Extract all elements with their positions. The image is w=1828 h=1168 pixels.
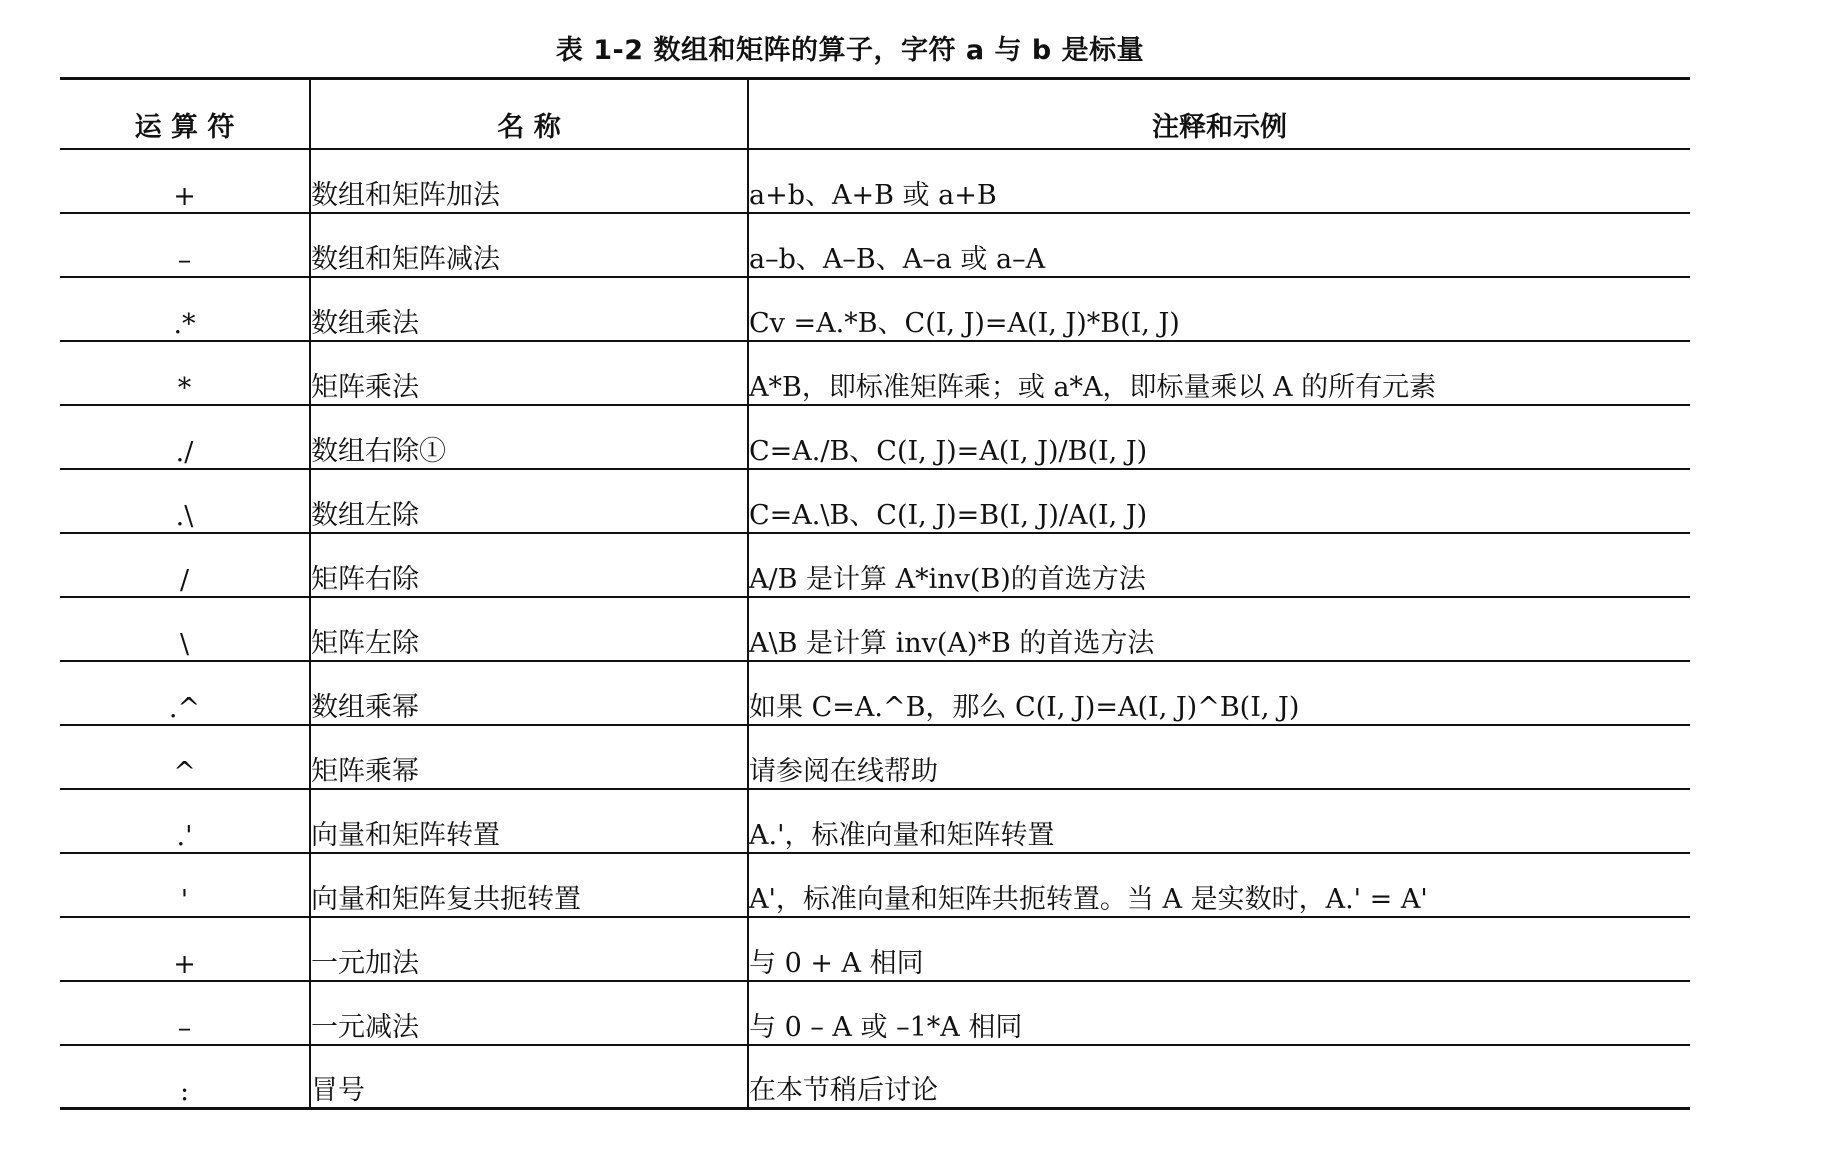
table-row [60,661,1690,725]
note-cell: Cv =A.*B、C(I, J)=A(I, J)*B(I, J) [748,277,1690,341]
table-row [60,853,1690,917]
name-cell: 矩阵左除 [310,597,748,661]
note-cell: A'，标准向量和矩阵共扼转置。当 A 是实数时，A.' = A' [748,853,1690,917]
operator-cell: + [60,917,310,981]
name-cell: 矩阵乘法 [310,341,748,405]
operator-cell: – [60,981,310,1045]
table-row [60,213,1690,277]
name-cell: 矩阵右除 [310,533,748,597]
operator-cell: .' [60,789,310,853]
table-row [60,725,1690,789]
operator-cell: * [60,341,310,405]
operator-cell: ' [60,853,310,917]
table-row [60,789,1690,853]
note-cell: A/B 是计算 A*inv(B)的首选方法 [748,533,1690,597]
name-cell: 数组左除 [310,469,748,533]
note-cell: A*B，即标准矩阵乘；或 a*A，即标量乘以 A 的所有元素 [748,341,1690,405]
note-cell: 在本节稍后讨论 [748,1045,1690,1109]
table-row [60,405,1690,469]
table-row [60,597,1690,661]
operator-cell: \ [60,597,310,661]
table-row [60,533,1690,597]
name-cell: 一元减法 [310,981,748,1045]
note-cell: 请参阅在线帮助 [748,725,1690,789]
operator-cell: ./ [60,405,310,469]
name-cell: 数组右除① [310,405,748,469]
table-caption: 表 1-2 数组和矩阵的算子，字符 a 与 b 是标量 [555,35,1145,66]
table-row [60,341,1690,405]
operator-cell: .^ [60,661,310,725]
operator-cell: ^ [60,725,310,789]
operator-table [60,77,1690,1110]
operator-cell: + [60,149,310,213]
note-cell: 与 0 + A 相同 [748,917,1690,981]
name-cell: 数组和矩阵加法 [310,149,748,213]
note-cell: a+b、A+B 或 a+B [748,149,1690,213]
table-row [60,917,1690,981]
table-header-row [60,79,1690,149]
name-cell: 数组和矩阵减法 [310,213,748,277]
name-cell: 向量和矩阵转置 [310,789,748,853]
column-header-operator: 运 算 符 [60,79,310,149]
note-cell: C=A./B、C(I, J)=A(I, J)/B(I, J) [748,405,1690,469]
name-cell: 数组乘法 [310,277,748,341]
note-cell: A.'，标准向量和矩阵转置 [748,789,1690,853]
note-cell: 如果 C=A.^B，那么 C(I, J)=A(I, J)^B(I, J) [748,661,1690,725]
table-row [60,1045,1690,1109]
table-row [60,277,1690,341]
column-header-notes: 注释和示例 [748,79,1690,149]
operator-cell: .\ [60,469,310,533]
note-cell: A\B 是计算 inv(A)*B 的首选方法 [748,597,1690,661]
note-cell: C=A.\B、C(I, J)=B(I, J)/A(I, J) [748,469,1690,533]
name-cell: 矩阵乘幂 [310,725,748,789]
name-cell: 向量和矩阵复共扼转置 [310,853,748,917]
operator-cell: : [60,1045,310,1109]
operator-cell: – [60,213,310,277]
table-row [60,981,1690,1045]
name-cell: 数组乘幂 [310,661,748,725]
table-row [60,149,1690,213]
operator-cell: / [60,533,310,597]
note-cell: 与 0 – A 或 –1*A 相同 [748,981,1690,1045]
name-cell: 冒号 [310,1045,748,1109]
column-header-name: 名 称 [310,79,748,149]
note-cell: a–b、A–B、A–a 或 a–A [748,213,1690,277]
table-row [60,469,1690,533]
name-cell: 一元加法 [310,917,748,981]
operator-cell: .* [60,277,310,341]
